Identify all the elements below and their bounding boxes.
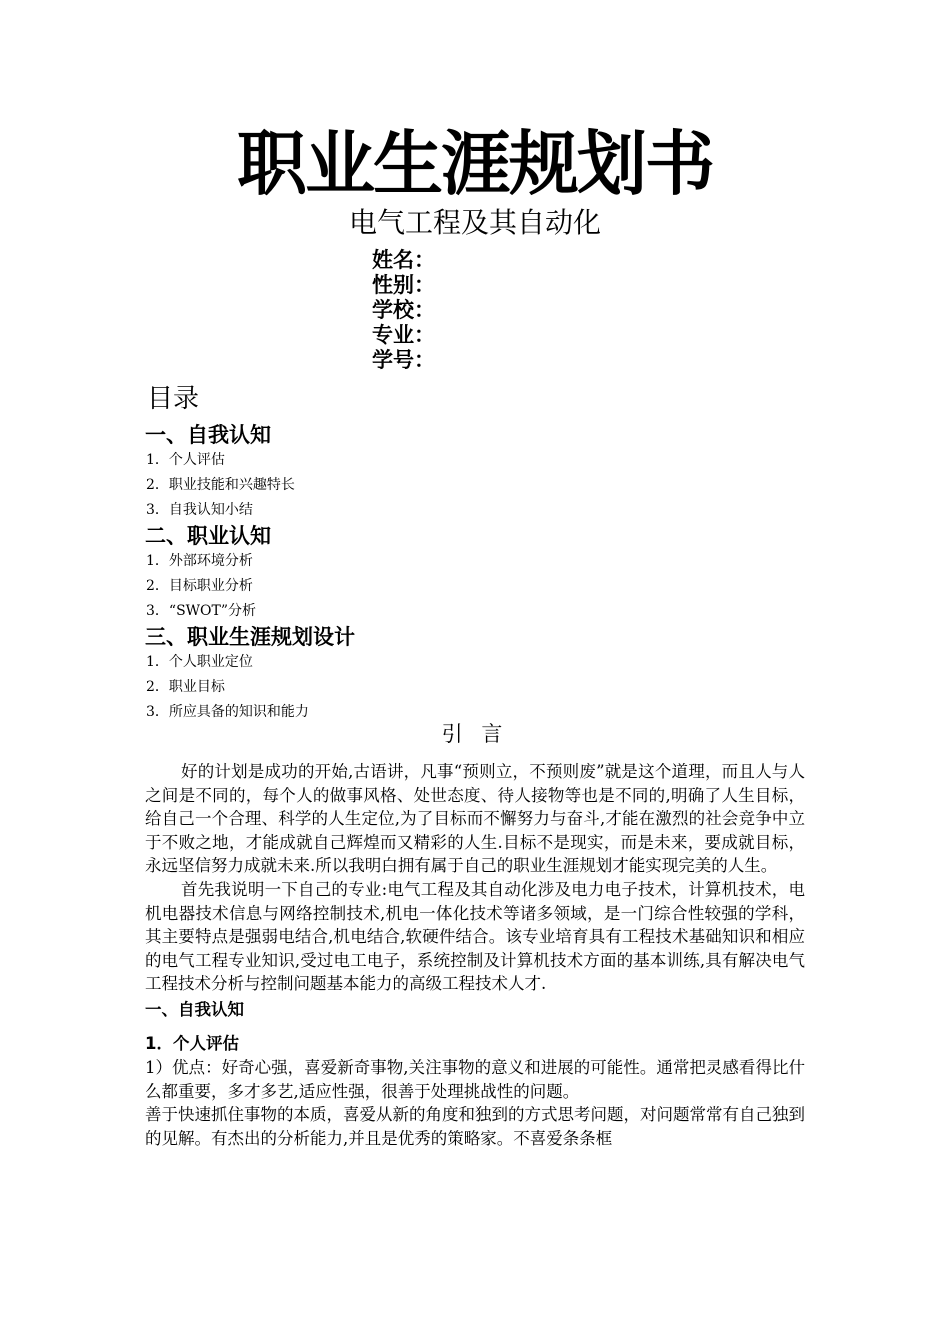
toc-item: 2．目标职业分析: [146, 578, 253, 594]
toc-item: 3．“SWOT”分析: [146, 603, 257, 619]
toc-item: 3．自我认知小结: [146, 502, 253, 518]
toc-section-2: 二、职业认知: [145, 524, 271, 548]
document-body: [145, 760, 805, 1150]
toc-section-3: 三、职业生涯规划设计: [145, 625, 355, 649]
toc-item: 2．职业目标: [146, 679, 225, 695]
personal-info-block: [372, 248, 435, 373]
toc-item: 1．个人评估: [146, 452, 225, 468]
intro-paragraph-2: 首先我说明一下自己的专业:电气工程及其自动化涉及电力电子技术，计算机技术，电机电器技术信息与网络控制技术,机电一体化技术等诸多领域，是一门综合性较强的学科，其主要特点是强弱电结合,机电结合,软硬件结合。该专业培育具有工程技术基础知识和相应的电气工程专业知识,受过电工电子，系统控制及计算机技术方面的基本训练,具有解决电气工程技术分析与控制问题基本能力的高级工程技术人才.: [145, 879, 805, 994]
section-1-sub-heading: 1．个人评估: [145, 1033, 239, 1053]
section-1-paragraph-1: 1）优点：好奇心强，喜爱新奇事物,关注事物的意义和进展的可能性。通常把灵感看得比什么都重要，多才多艺,适应性强，很善于处理挑战性的问题。: [145, 1057, 805, 1101]
info-name-label: 姓名：: [372, 248, 435, 272]
document-subtitle: 电气工程及其自动化: [348, 206, 601, 239]
intro-paragraph-1: 好的计划是成功的开始,古语讲，凡事“预则立，不预则废”就是这个道理，而且人与人之间是不同的，每个人的做事风格、处世态度、待人接物等也是不同的,明确了人生目标，给自己一个合理、科学的人生定位,为了目标而不懈努力与奋斗,才能在激烈的社会竞争中立于不败之地，才能成就自己辉煌而又精彩的人生.目标不是现实，而是未来，要成就目标，永远坚信努力成就未来.所以我明白拥有属于自己的职业生涯规划才能实现完美的人生。: [145, 762, 805, 876]
toc-item: 1．外部环境分析: [146, 553, 253, 569]
section-1-heading: 一、自我认知: [145, 999, 244, 1019]
toc-item: 3．所应具备的知识和能力: [146, 704, 309, 720]
toc-item: 1．个人职业定位: [146, 654, 253, 670]
document-title: 职业生涯规划书: [237, 123, 713, 205]
info-student-id-label: 学号：: [372, 348, 435, 372]
intro-heading: 引 言: [441, 722, 509, 746]
toc-heading: 目录: [147, 384, 200, 414]
info-gender-label: 性别：: [372, 273, 435, 297]
info-school-label: 学校：: [372, 298, 435, 322]
info-major-label: 专业：: [372, 323, 435, 347]
section-1-paragraph-2: 善于快速抓住事物的本质，喜爱从新的角度和独到的方式思考问题，对问题常常有自己独到的见解。有杰出的分析能力,并且是优秀的策略家。不喜爱条条框: [145, 1105, 805, 1148]
toc-item: 2．职业技能和兴趣特长: [146, 477, 295, 493]
table-of-contents: [145, 422, 355, 725]
toc-section-1: 一、自我认知: [145, 423, 271, 447]
